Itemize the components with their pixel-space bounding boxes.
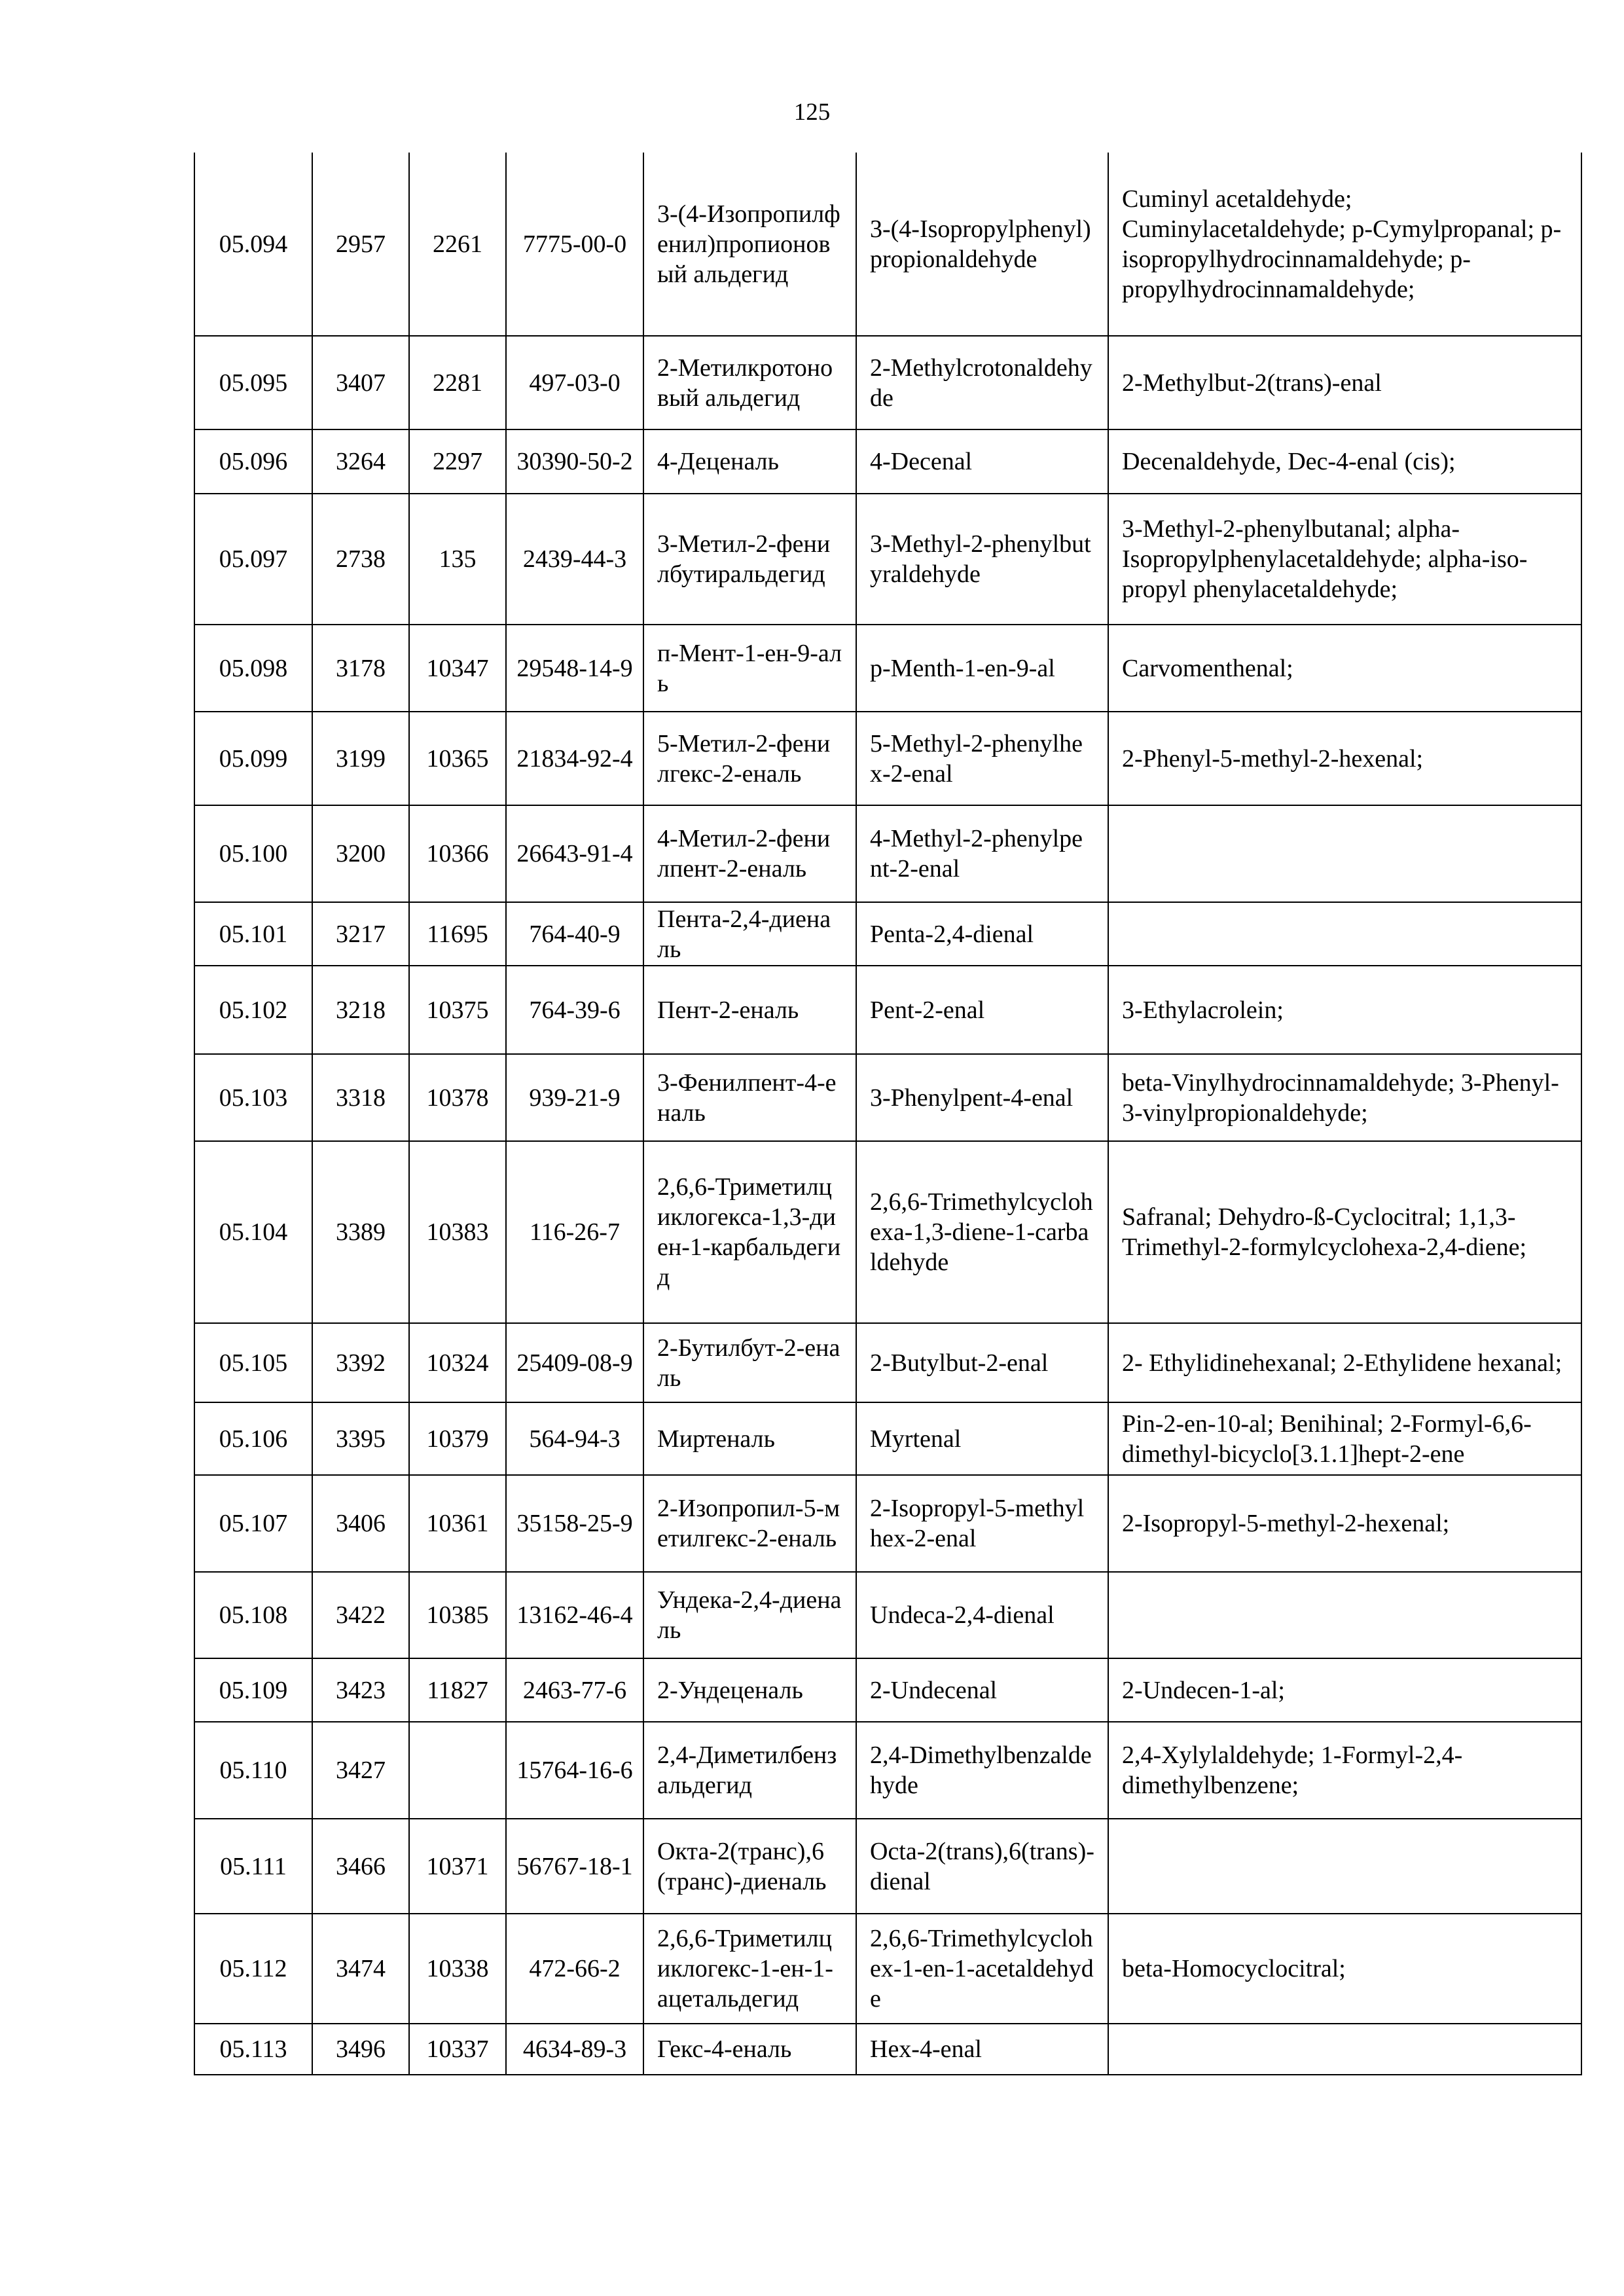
cell-synonyms: 2-Phenyl-5-methyl-2-hexenal; [1108, 712, 1581, 805]
cell-name-russian: п-Мент-1-ен-9-аль [643, 625, 856, 712]
cell-coe-no: 2261 [409, 153, 506, 336]
table-row [194, 1658, 1581, 1722]
cell-cas-no: 472-66-2 [506, 1914, 643, 2024]
cell-coe-no: 11695 [409, 902, 506, 966]
table-row [194, 625, 1581, 712]
table-row [194, 429, 1581, 494]
cell-name-russian: Миртеналь [643, 1402, 856, 1475]
cell-fema-no: 3218 [312, 966, 409, 1054]
cell-coe-no: 2297 [409, 429, 506, 494]
cell-coe-no: 11827 [409, 1658, 506, 1722]
cell-name-russian: Гекс-4-еналь [643, 2024, 856, 2075]
cell-number: 05.098 [194, 625, 312, 712]
cell-coe-no: 10347 [409, 625, 506, 712]
cell-number: 05.106 [194, 1402, 312, 1475]
cell-synonyms: 2,4-Xylylaldehyde; 1-Formyl-2,4-dimethylbenzene; [1108, 1722, 1581, 1819]
table-row [194, 1141, 1581, 1323]
cell-cas-no: 30390-50-2 [506, 429, 643, 494]
cell-coe-no: 10324 [409, 1323, 506, 1402]
cell-name-english: 2-Undecenal [856, 1658, 1108, 1722]
cell-synonyms: 2- Ethylidinehexanal; 2-Ethylidene hexanal; [1108, 1323, 1581, 1402]
table-row [194, 153, 1581, 336]
cell-number: 05.099 [194, 712, 312, 805]
table-row [194, 966, 1581, 1054]
table-row [194, 1475, 1581, 1572]
cell-fema-no: 3217 [312, 902, 409, 966]
cell-name-english: 2,6,6-Trimethylcyclohexa-1,3-diene-1-carbaldehyde [856, 1141, 1108, 1323]
cell-fema-no: 3407 [312, 336, 409, 429]
cell-cas-no: 2463-77-6 [506, 1658, 643, 1722]
cell-synonyms: Carvomenthenal; [1108, 625, 1581, 712]
cell-cas-no: 939-21-9 [506, 1054, 643, 1141]
cell-fema-no: 3466 [312, 1819, 409, 1914]
cell-name-english: 2,4-Dimethylbenzaldehyde [856, 1722, 1108, 1819]
cell-name-russian: 2,6,6-Триметилциклогекса-1,3-диен-1-карбальдегид [643, 1141, 856, 1323]
cell-number: 05.107 [194, 1475, 312, 1572]
cell-fema-no: 3406 [312, 1475, 409, 1572]
table-row [194, 1572, 1581, 1658]
cell-name-russian: Окта-2(транс),6(транс)-диеналь [643, 1819, 856, 1914]
cell-fema-no: 2957 [312, 153, 409, 336]
cell-fema-no: 3496 [312, 2024, 409, 2075]
cell-name-russian: 2-Ундеценаль [643, 1658, 856, 1722]
table-row [194, 1819, 1581, 1914]
cell-coe-no: 10361 [409, 1475, 506, 1572]
cell-synonyms: Cuminyl acetaldehyde; Cuminylacetaldehyde; p-Cymylpropanal; p-isopropylhydrocinnamaldehyde; p-propylhydrocinnamaldehyde; [1108, 153, 1581, 336]
cell-name-russian: 5-Метил-2-фенилгекс-2-еналь [643, 712, 856, 805]
cell-name-english: 4-Methyl-2-phenylpent-2-enal [856, 805, 1108, 902]
cell-name-english: p-Menth-1-en-9-al [856, 625, 1108, 712]
cell-coe-no: 10378 [409, 1054, 506, 1141]
cell-number: 05.094 [194, 153, 312, 336]
cell-name-english: 2,6,6-Trimethylcyclohex-1-en-1-acetaldehyde [856, 1914, 1108, 2024]
table-row [194, 1914, 1581, 2024]
cell-coe-no: 10383 [409, 1141, 506, 1323]
cell-name-english: 3-Phenylpent-4-enal [856, 1054, 1108, 1141]
cell-name-russian: Пента-2,4-диеналь [643, 902, 856, 966]
cell-synonyms: 3-Methyl-2-phenylbutanal; alpha-Isopropylphenylacetaldehyde; alpha-iso-propyl phenylacetaldehyde; [1108, 494, 1581, 625]
cell-cas-no: 21834-92-4 [506, 712, 643, 805]
cell-fema-no: 3200 [312, 805, 409, 902]
cell-number: 05.112 [194, 1914, 312, 2024]
cell-cas-no: 4634-89-3 [506, 2024, 643, 2075]
cell-synonyms: Safranal; Dehydro-ß-Cyclocitral; 1,1,3-Trimethyl-2-formylcyclohexa-2,4-diene; [1108, 1141, 1581, 1323]
cell-synonyms: Decenaldehyde, Dec-4-enal (cis); [1108, 429, 1581, 494]
table-row [194, 805, 1581, 902]
cell-coe-no: 10371 [409, 1819, 506, 1914]
cell-synonyms: beta-Vinylhydrocinnamaldehyde; 3-Phenyl-3-vinylpropionaldehyde; [1108, 1054, 1581, 1141]
cell-synonyms [1108, 1572, 1581, 1658]
cell-cas-no: 564-94-3 [506, 1402, 643, 1475]
cell-name-russian: Ундека-2,4-диеналь [643, 1572, 856, 1658]
cell-fema-no: 3422 [312, 1572, 409, 1658]
cell-synonyms: beta-Homocyclocitral; [1108, 1914, 1581, 2024]
table-row [194, 494, 1581, 625]
table-row [194, 1722, 1581, 1819]
cell-fema-no: 3474 [312, 1914, 409, 2024]
cell-fema-no: 3318 [312, 1054, 409, 1141]
cell-coe-no: 10337 [409, 2024, 506, 2075]
cell-fema-no: 3199 [312, 712, 409, 805]
cell-synonyms [1108, 1819, 1581, 1914]
cell-number: 05.103 [194, 1054, 312, 1141]
cell-cas-no: 13162-46-4 [506, 1572, 643, 1658]
cell-coe-no: 10366 [409, 805, 506, 902]
table-row [194, 2024, 1581, 2075]
table-body [194, 153, 1581, 2075]
cell-cas-no: 35158-25-9 [506, 1475, 643, 1572]
cell-fema-no: 3178 [312, 625, 409, 712]
cell-number: 05.101 [194, 902, 312, 966]
cell-cas-no: 116-26-7 [506, 1141, 643, 1323]
cell-cas-no: 29548-14-9 [506, 625, 643, 712]
cell-name-russian: 2,4-Диметилбензальдегид [643, 1722, 856, 1819]
cell-number: 05.096 [194, 429, 312, 494]
cell-number: 05.105 [194, 1323, 312, 1402]
cell-coe-no: 10379 [409, 1402, 506, 1475]
table-row [194, 712, 1581, 805]
cell-fema-no: 3389 [312, 1141, 409, 1323]
cell-name-english: Undeca-2,4-dienal [856, 1572, 1108, 1658]
cell-cas-no: 497-03-0 [506, 336, 643, 429]
cell-number: 05.100 [194, 805, 312, 902]
cell-fema-no: 3395 [312, 1402, 409, 1475]
cell-fema-no: 2738 [312, 494, 409, 625]
cell-coe-no: 10385 [409, 1572, 506, 1658]
cell-coe-no: 10338 [409, 1914, 506, 2024]
cell-number: 05.095 [194, 336, 312, 429]
cell-coe-no: 10365 [409, 712, 506, 805]
cell-name-english: 3-(4-Isopropylphenyl)propionaldehyde [856, 153, 1108, 336]
cell-name-english: 3-Methyl-2-phenylbutyraldehyde [856, 494, 1108, 625]
cell-synonyms [1108, 805, 1581, 902]
cell-coe-no [409, 1722, 506, 1819]
cell-fema-no: 3264 [312, 429, 409, 494]
cell-name-russian: 2-Изопропил-5-метилгекс-2-еналь [643, 1475, 856, 1572]
cell-name-english: Myrtenal [856, 1402, 1108, 1475]
cell-name-english: 2-Butylbut-2-enal [856, 1323, 1108, 1402]
table-row [194, 336, 1581, 429]
cell-number: 05.104 [194, 1141, 312, 1323]
cell-name-english: Hex-4-enal [856, 2024, 1108, 2075]
cell-cas-no: 25409-08-9 [506, 1323, 643, 1402]
cell-synonyms: 2-Methylbut-2(trans)-enal [1108, 336, 1581, 429]
cell-name-russian: 4-Метил-2-фенилпент-2-еналь [643, 805, 856, 902]
cell-number: 05.111 [194, 1819, 312, 1914]
cell-name-english: Pent-2-enal [856, 966, 1108, 1054]
cell-name-english: 4-Decenal [856, 429, 1108, 494]
cell-name-russian: 4-Деценаль [643, 429, 856, 494]
cell-synonyms: Pin-2-en-10-al; Benihinal; 2-Formyl-6,6-dimethyl-bicyclo[3.1.1]hept-2-ene [1108, 1402, 1581, 1475]
page-number: 125 [793, 99, 831, 126]
cell-synonyms: 2-Undecen-1-al; [1108, 1658, 1581, 1722]
cell-name-russian: Пент-2-еналь [643, 966, 856, 1054]
cell-name-english: 2-Isopropyl-5-methylhex-2-enal [856, 1475, 1108, 1572]
cell-fema-no: 3392 [312, 1323, 409, 1402]
cell-cas-no: 764-39-6 [506, 966, 643, 1054]
cell-fema-no: 3427 [312, 1722, 409, 1819]
cell-number: 05.113 [194, 2024, 312, 2075]
cell-name-russian: 3-Метил-2-фенилбутиральдегид [643, 494, 856, 625]
cell-number: 05.110 [194, 1722, 312, 1819]
cell-name-russian: 2,6,6-Триметилциклогекс-1-ен-1-ацетальдегид [643, 1914, 856, 2024]
cell-coe-no: 10375 [409, 966, 506, 1054]
cell-synonyms: 3-Ethylacrolein; [1108, 966, 1581, 1054]
cell-name-english: Penta-2,4-dienal [856, 902, 1108, 966]
cell-synonyms [1108, 902, 1581, 966]
table-row [194, 1402, 1581, 1475]
cell-synonyms: 2-Isopropyl-5-methyl-2-hexenal; [1108, 1475, 1581, 1572]
cell-name-english: Octa-2(trans),6(trans)-dienal [856, 1819, 1108, 1914]
flavouring-substances-table [194, 153, 1582, 2075]
cell-coe-no: 135 [409, 494, 506, 625]
table-row [194, 902, 1581, 966]
cell-coe-no: 2281 [409, 336, 506, 429]
cell-number: 05.109 [194, 1658, 312, 1722]
table-row [194, 1323, 1581, 1402]
cell-synonyms [1108, 2024, 1581, 2075]
cell-number: 05.108 [194, 1572, 312, 1658]
cell-cas-no: 15764-16-6 [506, 1722, 643, 1819]
cell-name-english: 2-Methylcrotonaldehyde [856, 336, 1108, 429]
table-row [194, 1054, 1581, 1141]
cell-cas-no: 56767-18-1 [506, 1819, 643, 1914]
cell-number: 05.097 [194, 494, 312, 625]
cell-name-russian: 2-Бутилбут-2-еналь [643, 1323, 856, 1402]
cell-name-english: 5-Methyl-2-phenylhex-2-enal [856, 712, 1108, 805]
cell-name-russian: 2-Метилкротоновый альдегид [643, 336, 856, 429]
cell-cas-no: 26643-91-4 [506, 805, 643, 902]
cell-cas-no: 2439-44-3 [506, 494, 643, 625]
cell-name-russian: 3-Фенилпент-4-еналь [643, 1054, 856, 1141]
cell-name-russian: 3-(4-Изопропилфенил)пропионовый альдегид [643, 153, 856, 336]
cell-number: 05.102 [194, 966, 312, 1054]
cell-cas-no: 7775-00-0 [506, 153, 643, 336]
cell-cas-no: 764-40-9 [506, 902, 643, 966]
cell-fema-no: 3423 [312, 1658, 409, 1722]
